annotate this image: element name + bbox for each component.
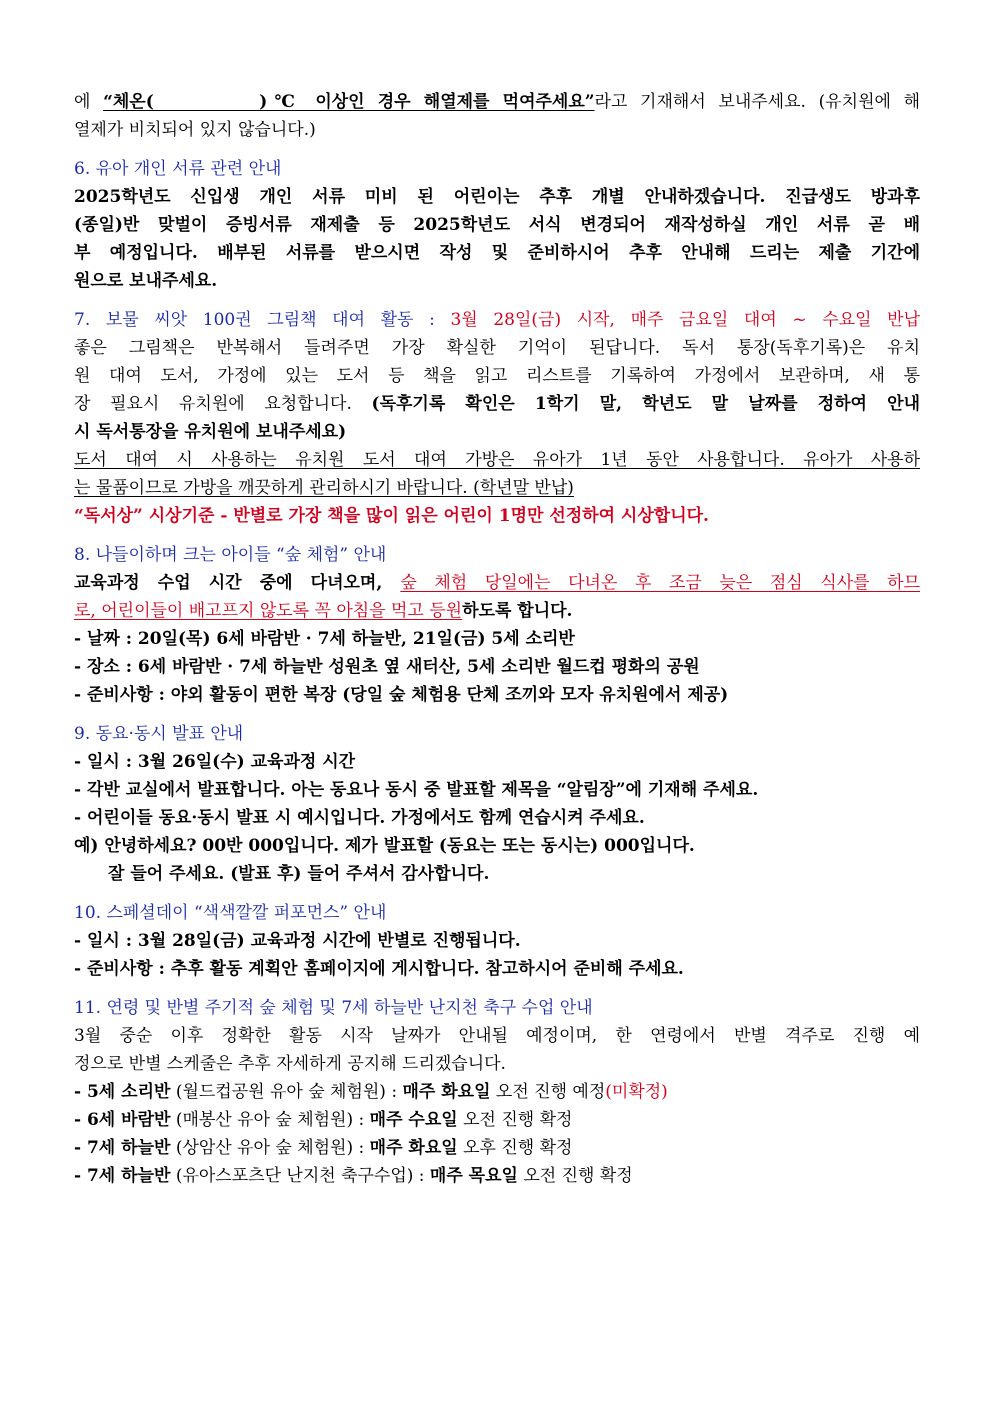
section-8-date: - 날짜 : 20일(목) 6세 바람반 · 7세 하늘반, 21일(금) 5세 소리반 [74, 629, 575, 649]
section-9-example: 예) 안녕하세요? 00반 000입니다. 제가 발표할 (동요는 또는 동시는) 000입니다. [74, 836, 695, 856]
section-9-example-cont: 잘 들어 주세요. (발표 후) 들어 주셔서 감사합니다. [108, 864, 490, 884]
text-run: (독후기록 확인은 1학기 말, 학년도 말 날짜를 정하여 안내 [371, 394, 920, 414]
schedule-item [74, 1162, 920, 1190]
text-run: 하도록 합니다. [462, 601, 573, 621]
class-name: - 6세 바람반 [74, 1110, 171, 1130]
section-8-place: - 장소 : 6세 바람반 · 7세 하늘반 성원초 옆 새터산, 5세 소리반 월드컵 평화의 공원 [74, 657, 700, 677]
schedule-item [74, 1106, 920, 1134]
section-7-title [74, 306, 920, 334]
fever-note-quote: “체온( )℃ 이상인 경우 해열제를 먹여주세요” [103, 92, 595, 112]
section-7-schedule: 3월 28일(금) 시작, 매주 금요일 대여 ~ 수요일 반납 [450, 310, 920, 330]
section-11-line-2: 정으로 반별 스케줄은 추후 자세하게 공지해 드리겠습니다. [74, 1054, 506, 1074]
lunch-notice: 숲 체험 당일에는 다녀온 후 조금 늦은 점심 식사를 하므 [400, 573, 920, 593]
section-9-line-2: - 각반 교실에서 발표합니다. 아는 동요나 동시 중 발표할 제목을 “알림장”에 기재해 주세요. [74, 780, 759, 800]
text-run: 에 [74, 92, 104, 112]
section-6-title: 6. 유아 개인 서류 관련 안내 [74, 159, 282, 179]
section-8-title: 8. 나들이하며 크는 아이들 “숲 체험” 안내 [74, 545, 387, 565]
section-10-line-2: - 준비사항 : 추후 활동 계획안 홈페이지에 게시합니다. 참고하시어 준비해 주세요. [74, 959, 684, 979]
schedule-item [74, 1134, 920, 1162]
section-11-line-1: 3월 중순 이후 정확한 활동 시작 날짜가 안내될 예정이며, 한 연령에서 반별 격주로 진행 예 [74, 1026, 920, 1046]
section-9-line-3: - 어린이들 동요·동시 발표 시 예시입니다. 가정에서도 함께 연습시켜 주세요. [74, 808, 645, 828]
status: 오후 진행 확정 [457, 1138, 573, 1158]
section-8-prep: - 준비사항 : 야외 활동이 편한 복장 (당일 숲 체험용 단체 조끼와 모자 유치원에서 제공) [74, 685, 729, 705]
section-6-line-3: 부 예정입니다. 배부된 서류를 받으시면 작성 및 준비하시어 추후 안내해 드리는 제출 기간에 [74, 243, 920, 263]
place: (유아스포츠단 난지천 축구수업) : [170, 1166, 430, 1186]
class-name: - 7세 하늘반 [74, 1138, 171, 1158]
status: 오전 진행 확정 [457, 1110, 573, 1130]
section-7-line-2: 원 대여 도서, 가정에 있는 도서 등 책을 읽고 리스트를 기록하여 가정에서 보관하며, 새 통 [74, 366, 920, 386]
section-7-line-1: 좋은 그림책은 반복해서 들려주면 가장 확실한 기억이 된답니다. 독서 통장(독후기록)은 유치 [74, 338, 920, 358]
section-8-line-2 [74, 597, 920, 625]
intro-line-2: 열제가 비치되어 있지 않습니다.) [74, 120, 316, 140]
section-9-title: 9. 동요·동시 발표 안내 [74, 724, 244, 744]
day: 매주 수요일 [369, 1110, 458, 1130]
text-run: 라고 기재해서 보내주세요. (유치원에 해 [594, 92, 920, 112]
breakfast-notice: 로, 어린이들이 배고프지 않도록 꼭 아침을 먹고 등원 [74, 601, 463, 621]
document-page [74, 88, 920, 1190]
section-7-award-line: “독서상” 시상기준 - 반별로 가장 책을 많이 읽은 어린이 1명만 선정하여 시상합니다. [74, 506, 709, 526]
note: (미확정) [605, 1082, 668, 1102]
section-7-line-3 [74, 390, 920, 418]
text-run: 장 필요시 유치원에 요청합니다. [74, 394, 372, 414]
schedule-item [74, 1078, 920, 1106]
section-7-line-6: 는 물품이므로 가방을 깨끗하게 관리하시기 바랍니다. (학년말 반납) [74, 478, 574, 498]
section-6-line-1: 2025학년도 신입생 개인 서류 미비 된 어린이는 추후 개별 안내하겠습니다. 진급생도 방과후 [74, 187, 920, 207]
status: 오전 진행 예정 [490, 1082, 606, 1102]
section-10-title: 10. 스페셜데이 “색색깔깔 퍼포먼스” 안내 [74, 903, 387, 923]
place: (상암산 유아 숲 체험원) : [170, 1138, 370, 1158]
day: 매주 화요일 [369, 1138, 458, 1158]
day: 매주 목요일 [429, 1166, 518, 1186]
section-7-line-5: 도서 대여 시 사용하는 유치원 도서 대여 가방은 유아가 1년 동안 사용합니다. 유아가 사용하 [74, 450, 920, 470]
status: 오전 진행 확정 [517, 1166, 633, 1186]
section-11-title: 11. 연령 및 반별 주기적 숲 체험 및 7세 하늘반 난지천 축구 수업 안내 [74, 998, 593, 1018]
day: 매주 화요일 [402, 1082, 491, 1102]
section-7-title-main: 7. 보물 씨앗 100권 그림책 대여 활동 : [74, 310, 451, 330]
place: (매봉산 유아 숲 체험원) : [170, 1110, 370, 1130]
section-8-line-1 [74, 569, 920, 597]
section-7-line-4: 시 독서통장을 유치원에 보내주세요) [74, 422, 347, 442]
section-10-line-1: - 일시 : 3월 28일(금) 교육과정 시간에 반별로 진행됩니다. [74, 931, 521, 951]
section-9-line-1: - 일시 : 3월 26일(수) 교육과정 시간 [74, 752, 356, 772]
place: (월드컵공원 유아 숲 체험원) : [170, 1082, 403, 1102]
text-run: 교육과정 수업 시간 중에 다녀오며, [74, 573, 401, 593]
section-6-line-2: (종일)반 맞벌이 증빙서류 재제출 등 2025학년도 서식 변경되어 재작성하실 개인 서류 곧 배 [74, 215, 920, 235]
section-6-line-4: 원으로 보내주세요. [74, 271, 218, 291]
class-name: - 7세 하늘반 [74, 1166, 171, 1186]
intro-line-1 [74, 88, 920, 116]
class-name: - 5세 소리반 [74, 1082, 171, 1102]
